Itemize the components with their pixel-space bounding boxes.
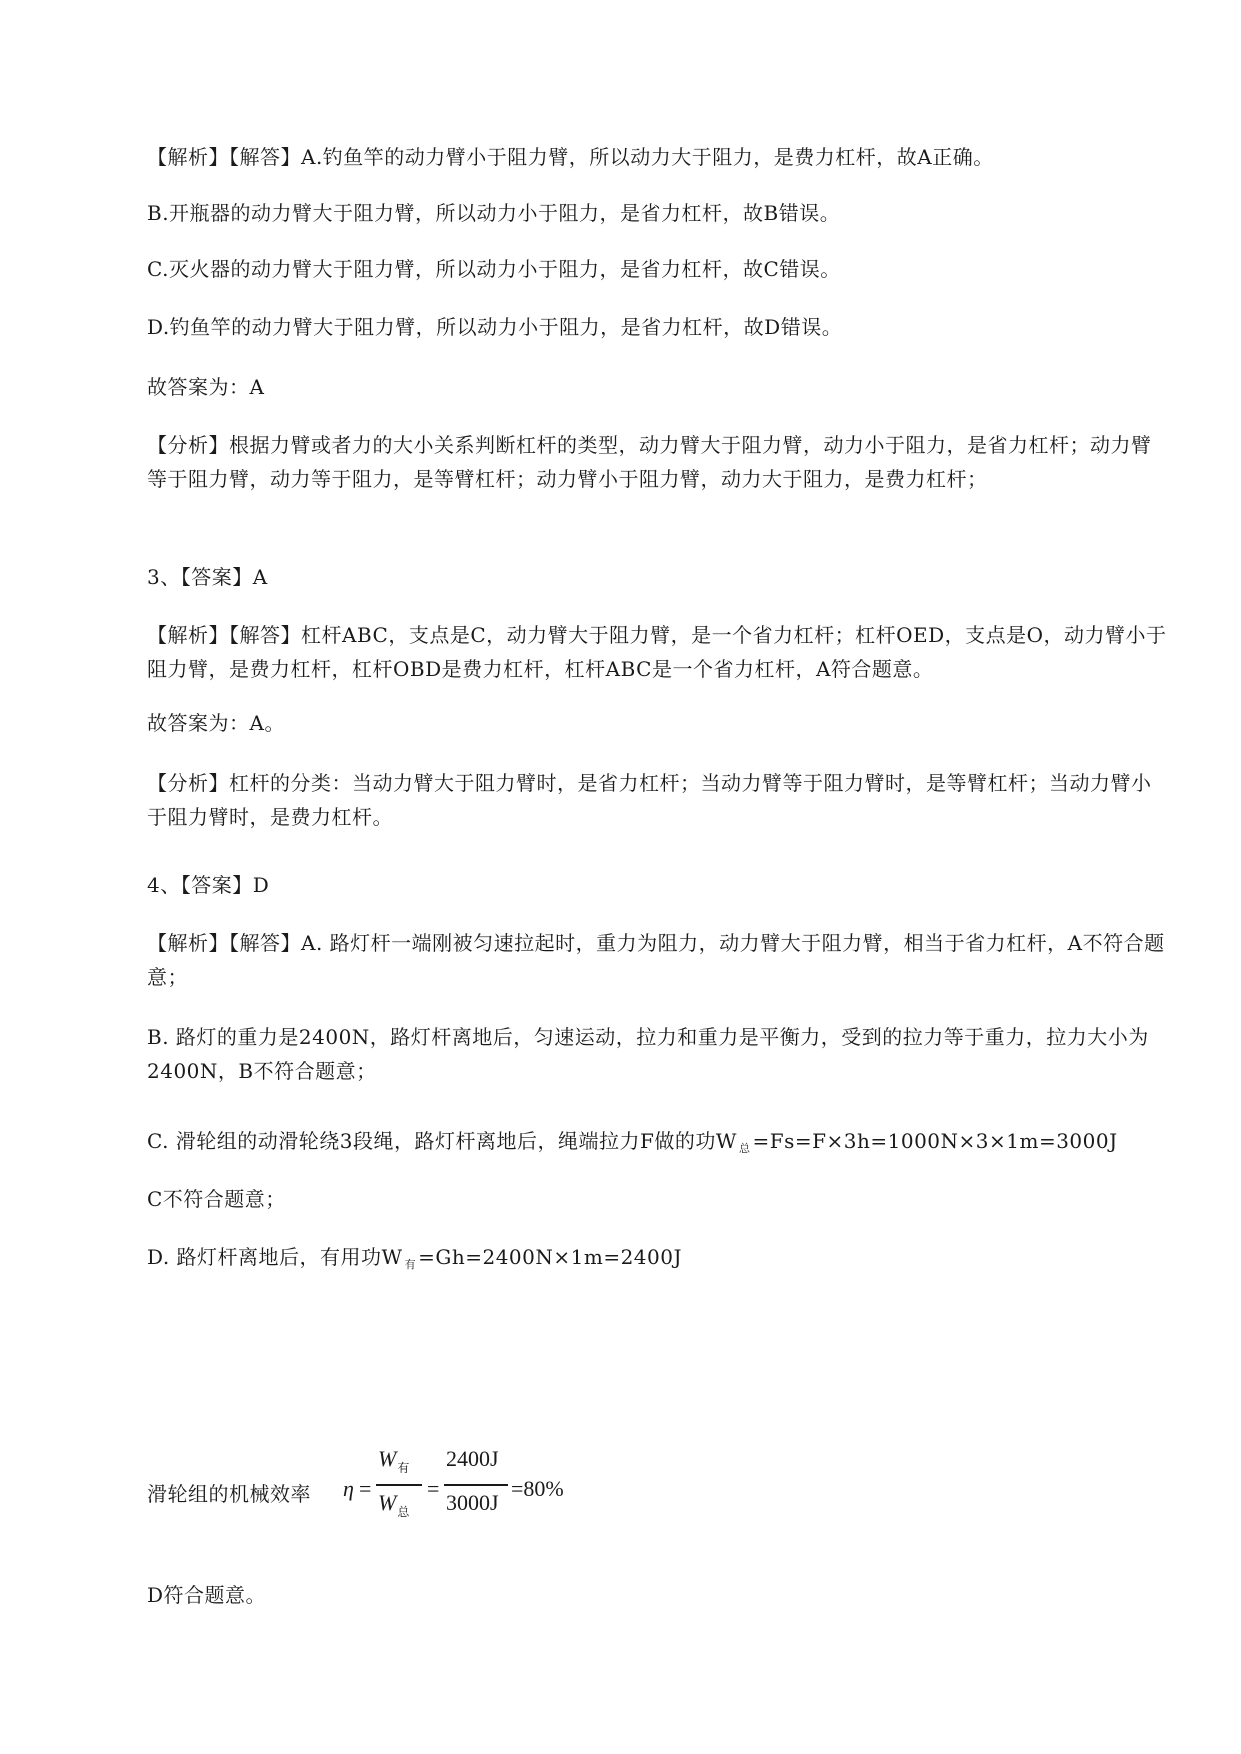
eta-symbol: η	[343, 1476, 354, 1501]
equals-1: =	[359, 1476, 372, 1501]
paragraph-2: B.开瓶器的动力臂大于阻力臂，所以动力小于阻力，是省力杠杆，故B错误。	[147, 201, 841, 225]
denominator-w	[378, 1490, 410, 1519]
fraction-bar-2	[444, 1484, 508, 1486]
numerator-w	[378, 1446, 410, 1475]
paragraph-15: C不符合题意；	[147, 1187, 286, 1211]
paragraph-12: 【解析】【解答】A. 路灯杆一端刚被匀速拉起时，重力为阻力，动力臂大于阻力臂，相当于省力杠杆，A不符合题意；	[147, 931, 1165, 989]
p14-after: =Fs=F×3h=1000N×3×1m=3000J	[752, 1129, 1118, 1153]
paragraph-5: 故答案为：A	[147, 375, 265, 399]
result-value: =80%	[511, 1476, 564, 1501]
denominator-w-subscript: 总	[397, 1505, 410, 1519]
efficiency-formula	[147, 1440, 847, 1540]
paragraph-17: D符合题意。	[147, 1583, 267, 1607]
numerator-w-letter: W	[378, 1446, 397, 1471]
p16-before: D. 路灯杆离地后，有用功W	[147, 1245, 403, 1269]
paragraph-10: 【分析】杠杆的分类：当动力臂大于阻力臂时，是省力杠杆；当动力臂等于阻力臂时，是等臂杠杆；当动力臂小于阻力臂时，是费力杠杆。	[147, 771, 1152, 829]
formula-label: 滑轮组的机械效率	[147, 1482, 311, 1506]
p14-subscript: 总	[738, 1142, 751, 1155]
numerator-w-subscript: 有	[397, 1461, 410, 1475]
denominator-value: 3000J	[446, 1490, 499, 1515]
numerator-value: 2400J	[446, 1446, 499, 1471]
paragraph-3: C.灭火器的动力臂大于阻力臂，所以动力小于阻力，是省力杠杆，故C错误。	[147, 257, 841, 281]
paragraph-14	[147, 1124, 1167, 1166]
p16-after: =Gh=2400N×1m=2400J	[418, 1245, 682, 1269]
paragraph-1: 【解析】【解答】A.钓鱼竿的动力臂小于阻力臂，所以动力大于阻力，是费力杠杆，故A正确。	[147, 145, 994, 169]
fraction-bar-1	[376, 1484, 422, 1486]
paragraph-6: 【分析】根据力臂或者力的大小关系判断杠杆的类型，动力臂大于阻力臂，动力小于阻力，是省力杠杆；动力臂等于阻力臂，动力等于阻力，是等臂杠杆；动力臂小于阻力臂，动力大于阻力，是费力杠杆；	[147, 433, 1152, 491]
paragraph-4: D.钓鱼竿的动力臂大于阻力臂，所以动力小于阻力，是省力杠杆，故D错误。	[147, 315, 843, 339]
formula-math	[343, 1440, 723, 1540]
denominator-w-letter: W	[378, 1490, 397, 1515]
p16-subscript: 有	[404, 1258, 417, 1271]
paragraph-8: 【解析】【解答】杠杆ABC，支点是C，动力臂大于阻力臂，是一个省力杠杆；杠杆OED，支点是O，动力臂小于阻力臂，是费力杠杆，杠杆OBD是费力杠杆，杠杆ABC是一个省力杠杆，A符合题意。	[147, 623, 1167, 681]
p14-before: C. 滑轮组的动滑轮绕3段绳，路灯杆离地后，绳端拉力F做的功W	[147, 1129, 737, 1153]
paragraph-11: 4、【答案】D	[147, 873, 270, 897]
equals-2: =	[427, 1476, 440, 1501]
paragraph-16	[147, 1240, 1167, 1282]
paragraph-13: B. 路灯的重力是2400N，路灯杆离地后，匀速运动，拉力和重力是平衡力，受到的拉力等于重力，拉力大小为2400N，B不符合题意；	[147, 1025, 1149, 1083]
paragraph-7: 3、【答案】A	[147, 565, 268, 589]
paragraph-9: 故答案为：A。	[147, 711, 285, 735]
